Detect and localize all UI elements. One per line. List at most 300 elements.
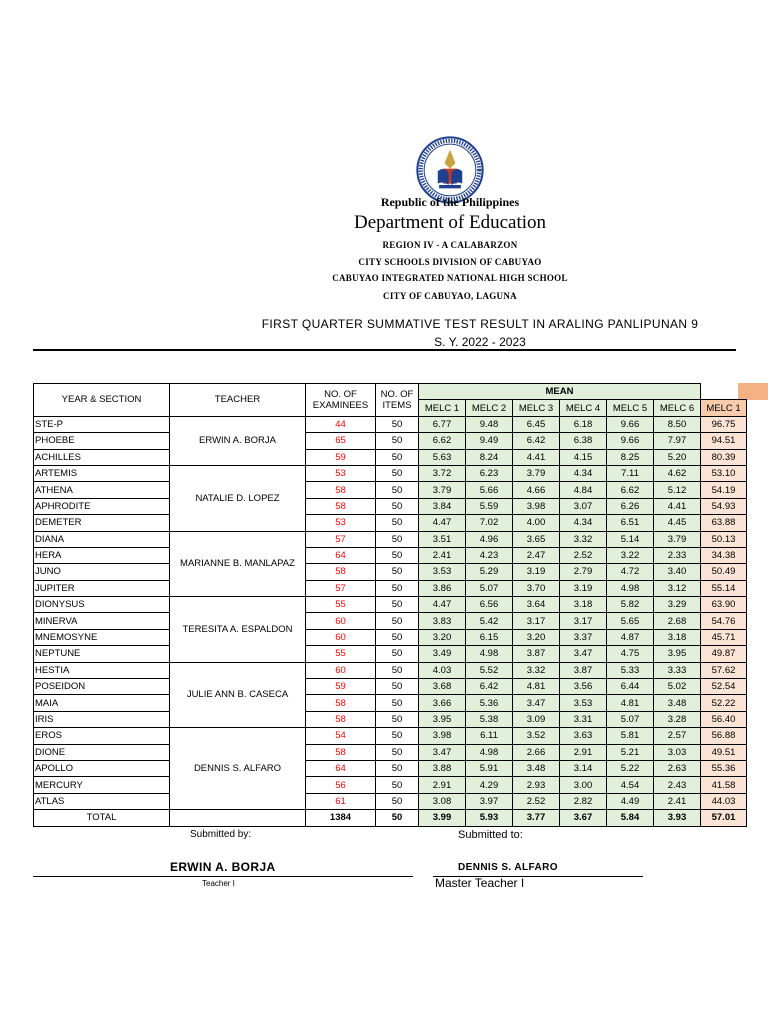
section-cell: HERA	[34, 547, 170, 563]
percent-cell: 45.71	[701, 629, 747, 645]
mean-cell-melc-2: 4.98	[466, 646, 513, 662]
examinees-cell: 58	[306, 744, 376, 760]
items-cell: 50	[376, 498, 419, 514]
percent-cell: 55.14	[701, 580, 747, 596]
mean-cell-melc-5: 4.49	[607, 793, 654, 809]
percent-cell: 63.90	[701, 597, 747, 613]
mean-cell-melc-6: 5.20	[654, 449, 701, 465]
table-row	[34, 777, 747, 793]
mean-cell-melc-1: 3.79	[419, 482, 466, 498]
total-percent: 57.01	[701, 810, 747, 826]
mean-cell-melc-3: 4.41	[513, 449, 560, 465]
mean-cell-melc-2: 6.11	[466, 728, 513, 744]
items-cell: 50	[376, 679, 419, 695]
items-cell: 50	[376, 711, 419, 727]
mean-cell-melc-6: 4.45	[654, 515, 701, 531]
mean-cell-melc-1: 6.62	[419, 433, 466, 449]
items-cell: 50	[376, 433, 419, 449]
percent-cell: 54.19	[701, 482, 747, 498]
mean-cell-melc-3: 4.81	[513, 679, 560, 695]
mean-cell-melc-2: 6.42	[466, 679, 513, 695]
mean-cell-melc-6: 5.12	[654, 482, 701, 498]
signature-line-left	[33, 876, 413, 877]
section-cell: APHRODITE	[34, 498, 170, 514]
table-row	[34, 728, 747, 744]
teacher-cell: TERESITA A. ESPALDON	[170, 597, 306, 663]
mean-cell-melc-6: 5.02	[654, 679, 701, 695]
percent-cell: 55.36	[701, 760, 747, 776]
mean-cell-melc-5: 5.14	[607, 531, 654, 547]
mean-cell-melc-5: 5.33	[607, 662, 654, 678]
mean-cell-melc-1: 6.77	[419, 416, 466, 432]
mean-cell-melc-5: 5.65	[607, 613, 654, 629]
mean-cell-melc-2: 9.49	[466, 433, 513, 449]
mean-cell-melc-3: 3.32	[513, 662, 560, 678]
section-cell: DIONE	[34, 744, 170, 760]
header-year-section: YEAR & SECTION	[34, 384, 170, 417]
table-row	[34, 597, 747, 613]
mean-cell-melc-3: 3.65	[513, 531, 560, 547]
mean-cell-melc-6: 2.63	[654, 760, 701, 776]
header-mean: MEAN	[419, 384, 701, 400]
items-cell: 50	[376, 465, 419, 481]
percent-cell: 50.49	[701, 564, 747, 580]
header-melc-5: MELC 5	[607, 400, 654, 416]
submitted-by-name: ERWIN A. BORJA	[170, 860, 276, 874]
section-cell: ARTEMIS	[34, 465, 170, 481]
deped-seal-icon	[416, 136, 484, 204]
table-row	[34, 465, 747, 481]
mean-cell-melc-6: 3.79	[654, 531, 701, 547]
section-cell: JUPITER	[34, 580, 170, 596]
percent-cell: 44.03	[701, 793, 747, 809]
region-line: REGION IV - A CALABARZON	[382, 240, 518, 250]
table-row	[34, 547, 747, 563]
header-melc-2: MELC 2	[466, 400, 513, 416]
mean-cell-melc-1: 3.47	[419, 744, 466, 760]
table-row	[34, 531, 747, 547]
department-name: Department of Education	[353, 212, 547, 233]
total-row	[34, 810, 747, 826]
mean-cell-melc-6: 4.41	[654, 498, 701, 514]
mean-cell-melc-6: 4.62	[654, 465, 701, 481]
city-line: CITY OF CABUYAO, LAGUNA	[383, 291, 517, 301]
mean-cell-melc-3: 6.42	[513, 433, 560, 449]
header-percent-melc-1: MELC 1	[701, 400, 747, 416]
mean-cell-melc-3: 2.66	[513, 744, 560, 760]
mean-cell-melc-3: 3.64	[513, 597, 560, 613]
mean-cell-melc-6: 7.97	[654, 433, 701, 449]
mean-cell-melc-4: 3.07	[560, 498, 607, 514]
mean-cell-melc-2: 5.07	[466, 580, 513, 596]
mean-cell-melc-1: 3.08	[419, 793, 466, 809]
mean-cell-melc-3: 3.19	[513, 564, 560, 580]
mean-cell-melc-2: 7.02	[466, 515, 513, 531]
items-cell: 50	[376, 416, 419, 432]
table-row	[34, 515, 747, 531]
section-cell: MAIA	[34, 695, 170, 711]
section-cell: ATHENA	[34, 482, 170, 498]
examinees-cell: 57	[306, 531, 376, 547]
examinees-cell: 58	[306, 482, 376, 498]
examinees-cell: 44	[306, 416, 376, 432]
mean-cell-melc-6: 3.28	[654, 711, 701, 727]
mean-cell-melc-4: 2.82	[560, 793, 607, 809]
mean-cell-melc-6: 2.41	[654, 793, 701, 809]
mean-cell-melc-1: 3.51	[419, 531, 466, 547]
section-cell: ACHILLES	[34, 449, 170, 465]
mean-cell-melc-5: 4.87	[607, 629, 654, 645]
mean-cell-melc-4: 3.17	[560, 613, 607, 629]
submitted-to-role: Master Teacher I	[435, 876, 525, 890]
mean-cell-melc-1: 4.47	[419, 597, 466, 613]
mean-cell-melc-6: 3.40	[654, 564, 701, 580]
section-cell: POSEIDON	[34, 679, 170, 695]
mean-cell-melc-3: 3.17	[513, 613, 560, 629]
percent-cell: 49.87	[701, 646, 747, 662]
items-cell: 50	[376, 646, 419, 662]
mean-cell-melc-2: 6.56	[466, 597, 513, 613]
mean-cell-melc-6: 3.48	[654, 695, 701, 711]
mean-cell-melc-4: 3.47	[560, 646, 607, 662]
section-cell: MERCURY	[34, 777, 170, 793]
mean-cell-melc-5: 5.21	[607, 744, 654, 760]
mean-cell-melc-5: 6.51	[607, 515, 654, 531]
section-cell: APOLLO	[34, 760, 170, 776]
total-mean-melc-3: 3.77	[513, 810, 560, 826]
section-cell: STE-P	[34, 416, 170, 432]
examinees-cell: 60	[306, 629, 376, 645]
examinees-cell: 64	[306, 760, 376, 776]
mean-cell-melc-4: 3.31	[560, 711, 607, 727]
section-cell: DIONYSUS	[34, 597, 170, 613]
total-label: TOTAL	[34, 810, 170, 826]
mean-cell-melc-4: 4.34	[560, 465, 607, 481]
mean-cell-melc-4: 3.32	[560, 531, 607, 547]
mean-cell-melc-6: 3.29	[654, 597, 701, 613]
table-row	[34, 793, 747, 809]
mean-cell-melc-5: 7.11	[607, 465, 654, 481]
submitted-by-role: Teacher I	[202, 879, 235, 888]
mean-cell-melc-1: 3.86	[419, 580, 466, 596]
examinees-cell: 61	[306, 793, 376, 809]
mean-cell-melc-3: 3.20	[513, 629, 560, 645]
mean-cell-melc-2: 5.38	[466, 711, 513, 727]
percent-cell: 57.62	[701, 662, 747, 678]
mean-cell-melc-5: 4.54	[607, 777, 654, 793]
examinees-cell: 53	[306, 465, 376, 481]
total-mean-melc-6: 3.93	[654, 810, 701, 826]
header-melc-3: MELC 3	[513, 400, 560, 416]
mean-cell-melc-3: 3.48	[513, 760, 560, 776]
items-cell: 50	[376, 629, 419, 645]
table-row	[34, 449, 747, 465]
mean-cell-melc-1: 4.47	[419, 515, 466, 531]
table-row	[34, 416, 747, 432]
division-line: CITY SCHOOLS DIVISION OF CABUYAO	[358, 257, 542, 267]
table-row	[34, 695, 747, 711]
mean-cell-melc-5: 5.82	[607, 597, 654, 613]
mean-cell-melc-4: 3.18	[560, 597, 607, 613]
mean-cell-melc-2: 9.48	[466, 416, 513, 432]
percent-cell: 49.51	[701, 744, 747, 760]
mean-cell-melc-2: 4.98	[466, 744, 513, 760]
submitted-to-name: DENNIS S. ALFARO	[458, 862, 558, 873]
header-melc-6: MELC 6	[654, 400, 701, 416]
section-cell: MNEMOSYNE	[34, 629, 170, 645]
mean-cell-melc-4: 3.00	[560, 777, 607, 793]
total-mean-melc-4: 3.67	[560, 810, 607, 826]
table-row	[34, 760, 747, 776]
total-items: 50	[376, 810, 419, 826]
percent-cell: 54.76	[701, 613, 747, 629]
mean-cell-melc-4: 2.79	[560, 564, 607, 580]
mean-cell-melc-5: 4.81	[607, 695, 654, 711]
mean-cell-melc-6: 3.03	[654, 744, 701, 760]
mean-cell-melc-5: 4.98	[607, 580, 654, 596]
table-row	[34, 498, 747, 514]
mean-cell-melc-6: 3.12	[654, 580, 701, 596]
table-row	[34, 613, 747, 629]
percent-cell: 80.39	[701, 449, 747, 465]
examinees-cell: 55	[306, 646, 376, 662]
mean-cell-melc-4: 3.14	[560, 760, 607, 776]
mean-cell-melc-4: 2.91	[560, 744, 607, 760]
items-cell: 50	[376, 728, 419, 744]
examinees-cell: 55	[306, 597, 376, 613]
items-cell: 50	[376, 449, 419, 465]
percent-cell: 54.93	[701, 498, 747, 514]
mean-cell-melc-3: 2.52	[513, 793, 560, 809]
examinees-cell: 65	[306, 433, 376, 449]
items-cell: 50	[376, 547, 419, 563]
examinees-cell: 58	[306, 695, 376, 711]
mean-cell-melc-1: 3.68	[419, 679, 466, 695]
items-cell: 50	[376, 760, 419, 776]
mean-cell-melc-3: 3.09	[513, 711, 560, 727]
table-row	[34, 564, 747, 580]
header-blank	[701, 384, 747, 400]
mean-cell-melc-2: 5.29	[466, 564, 513, 580]
items-cell: 50	[376, 793, 419, 809]
examinees-cell: 60	[306, 662, 376, 678]
mean-cell-melc-1: 3.49	[419, 646, 466, 662]
mean-cell-melc-2: 4.23	[466, 547, 513, 563]
mean-cell-melc-2: 6.15	[466, 629, 513, 645]
results-table	[33, 383, 747, 827]
percent-cell: 63.88	[701, 515, 747, 531]
items-cell: 50	[376, 613, 419, 629]
teacher-cell: JULIE ANN B. CASECA	[170, 662, 306, 728]
mean-cell-melc-5: 4.72	[607, 564, 654, 580]
percent-cell: 56.40	[701, 711, 747, 727]
mean-cell-melc-1: 3.98	[419, 728, 466, 744]
mean-cell-melc-2: 4.29	[466, 777, 513, 793]
examinees-cell: 58	[306, 498, 376, 514]
header-rule	[33, 349, 736, 351]
mean-cell-melc-4: 6.18	[560, 416, 607, 432]
mean-cell-melc-4: 3.63	[560, 728, 607, 744]
section-cell: DEMETER	[34, 515, 170, 531]
section-cell: EROS	[34, 728, 170, 744]
total-teacher-blank	[170, 810, 306, 826]
teacher-cell: MARIANNE B. MANLAPAZ	[170, 531, 306, 597]
mean-cell-melc-1: 3.66	[419, 695, 466, 711]
examinees-cell: 59	[306, 679, 376, 695]
teacher-cell: NATALIE D. LOPEZ	[170, 465, 306, 531]
mean-cell-melc-1: 2.41	[419, 547, 466, 563]
items-cell: 50	[376, 695, 419, 711]
mean-cell-melc-4: 4.15	[560, 449, 607, 465]
mean-cell-melc-5: 8.25	[607, 449, 654, 465]
mean-cell-melc-6: 3.18	[654, 629, 701, 645]
examinees-cell: 59	[306, 449, 376, 465]
items-cell: 50	[376, 531, 419, 547]
mean-cell-melc-1: 5.63	[419, 449, 466, 465]
mean-cell-melc-5: 5.22	[607, 760, 654, 776]
items-cell: 50	[376, 744, 419, 760]
mean-cell-melc-4: 4.34	[560, 515, 607, 531]
mean-cell-melc-2: 5.59	[466, 498, 513, 514]
mean-cell-melc-1: 3.83	[419, 613, 466, 629]
mean-cell-melc-5: 9.66	[607, 416, 654, 432]
items-cell: 50	[376, 662, 419, 678]
examinees-cell: 60	[306, 613, 376, 629]
examinees-cell: 58	[306, 564, 376, 580]
mean-cell-melc-5: 5.81	[607, 728, 654, 744]
table-row	[34, 482, 747, 498]
mean-cell-melc-2: 6.23	[466, 465, 513, 481]
mean-cell-melc-1: 3.84	[419, 498, 466, 514]
section-cell: NEPTUNE	[34, 646, 170, 662]
table-row	[34, 711, 747, 727]
mean-cell-melc-3: 3.70	[513, 580, 560, 596]
examinees-cell: 57	[306, 580, 376, 596]
teacher-cell: ERWIN A. BORJA	[170, 416, 306, 465]
mean-cell-melc-3: 3.47	[513, 695, 560, 711]
section-cell: DIANA	[34, 531, 170, 547]
mean-cell-melc-1: 3.53	[419, 564, 466, 580]
mean-cell-melc-4: 2.52	[560, 547, 607, 563]
mean-cell-melc-6: 2.33	[654, 547, 701, 563]
mean-cell-melc-4: 3.87	[560, 662, 607, 678]
items-cell: 50	[376, 597, 419, 613]
mean-cell-melc-6: 8.50	[654, 416, 701, 432]
items-cell: 50	[376, 482, 419, 498]
mean-cell-melc-2: 8.24	[466, 449, 513, 465]
total-mean-melc-1: 3.99	[419, 810, 466, 826]
percent-cell: 56.88	[701, 728, 747, 744]
items-cell: 50	[376, 777, 419, 793]
header-items: NO. OF ITEMS	[376, 384, 419, 417]
mean-cell-melc-6: 2.57	[654, 728, 701, 744]
mean-cell-melc-1: 3.72	[419, 465, 466, 481]
header-teacher: TEACHER	[170, 384, 306, 417]
table-row	[34, 662, 747, 678]
table-row	[34, 433, 747, 449]
total-mean-melc-2: 5.93	[466, 810, 513, 826]
items-cell: 50	[376, 515, 419, 531]
mean-cell-melc-3: 6.45	[513, 416, 560, 432]
table-row	[34, 629, 747, 645]
mean-cell-melc-3: 3.87	[513, 646, 560, 662]
mean-cell-melc-2: 3.97	[466, 793, 513, 809]
mean-cell-melc-2: 5.42	[466, 613, 513, 629]
mean-cell-melc-6: 2.68	[654, 613, 701, 629]
mean-cell-melc-4: 4.84	[560, 482, 607, 498]
percent-cell: 96.75	[701, 416, 747, 432]
mean-cell-melc-3: 4.66	[513, 482, 560, 498]
header-examinees: NO. OF EXAMINEES	[306, 384, 376, 417]
total-examinees: 1384	[306, 810, 376, 826]
mean-cell-melc-1: 3.88	[419, 760, 466, 776]
percent-cell: 52.54	[701, 679, 747, 695]
section-cell: JUNO	[34, 564, 170, 580]
items-cell: 50	[376, 564, 419, 580]
examinees-cell: 64	[306, 547, 376, 563]
republic-line: Republic of the Philippines	[380, 195, 520, 209]
percent-cell: 34.38	[701, 547, 747, 563]
teacher-cell: DENNIS S. ALFARO	[170, 728, 306, 810]
percent-cell: 50.13	[701, 531, 747, 547]
percent-cell: 41.58	[701, 777, 747, 793]
mean-cell-melc-5: 4.75	[607, 646, 654, 662]
mean-cell-melc-3: 3.79	[513, 465, 560, 481]
mean-cell-melc-2: 5.52	[466, 662, 513, 678]
section-cell: PHOEBE	[34, 433, 170, 449]
mean-cell-melc-5: 6.26	[607, 498, 654, 514]
mean-cell-melc-2: 5.91	[466, 760, 513, 776]
submitted-by-label: Submitted by:	[190, 829, 252, 840]
mean-cell-melc-4: 3.37	[560, 629, 607, 645]
section-cell: IRIS	[34, 711, 170, 727]
section-cell: ATLAS	[34, 793, 170, 809]
header-melc-4: MELC 4	[560, 400, 607, 416]
school-year: S. Y. 2022 - 2023	[434, 335, 526, 349]
mean-cell-melc-4: 3.56	[560, 679, 607, 695]
table-row	[34, 744, 747, 760]
mean-cell-melc-5: 3.22	[607, 547, 654, 563]
examinees-cell: 58	[306, 711, 376, 727]
section-cell: MINERVA	[34, 613, 170, 629]
mean-cell-melc-2: 4.96	[466, 531, 513, 547]
total-mean-melc-5: 5.84	[607, 810, 654, 826]
report-title: FIRST QUARTER SUMMATIVE TEST RESULT IN ARALING PANLIPUNAN 9	[261, 317, 699, 331]
examinees-cell: 53	[306, 515, 376, 531]
mean-cell-melc-3: 2.47	[513, 547, 560, 563]
header-melc-1: MELC 1	[419, 400, 466, 416]
mean-cell-melc-5: 9.66	[607, 433, 654, 449]
table-row	[34, 679, 747, 695]
mean-cell-melc-3: 2.93	[513, 777, 560, 793]
submitted-to-label: Submitted to:	[458, 829, 523, 841]
mean-cell-melc-6: 3.33	[654, 662, 701, 678]
mean-cell-melc-4: 3.19	[560, 580, 607, 596]
mean-cell-melc-1: 4.03	[419, 662, 466, 678]
mean-cell-melc-6: 3.95	[654, 646, 701, 662]
mean-cell-melc-1: 3.95	[419, 711, 466, 727]
percent-cell: 52.22	[701, 695, 747, 711]
mean-cell-melc-5: 6.44	[607, 679, 654, 695]
items-cell: 50	[376, 580, 419, 596]
table-row	[34, 646, 747, 662]
mean-cell-melc-3: 4.00	[513, 515, 560, 531]
mean-cell-melc-4: 6.38	[560, 433, 607, 449]
table-row	[34, 580, 747, 596]
examinees-cell: 56	[306, 777, 376, 793]
mean-cell-melc-5: 6.62	[607, 482, 654, 498]
mean-cell-melc-4: 3.53	[560, 695, 607, 711]
